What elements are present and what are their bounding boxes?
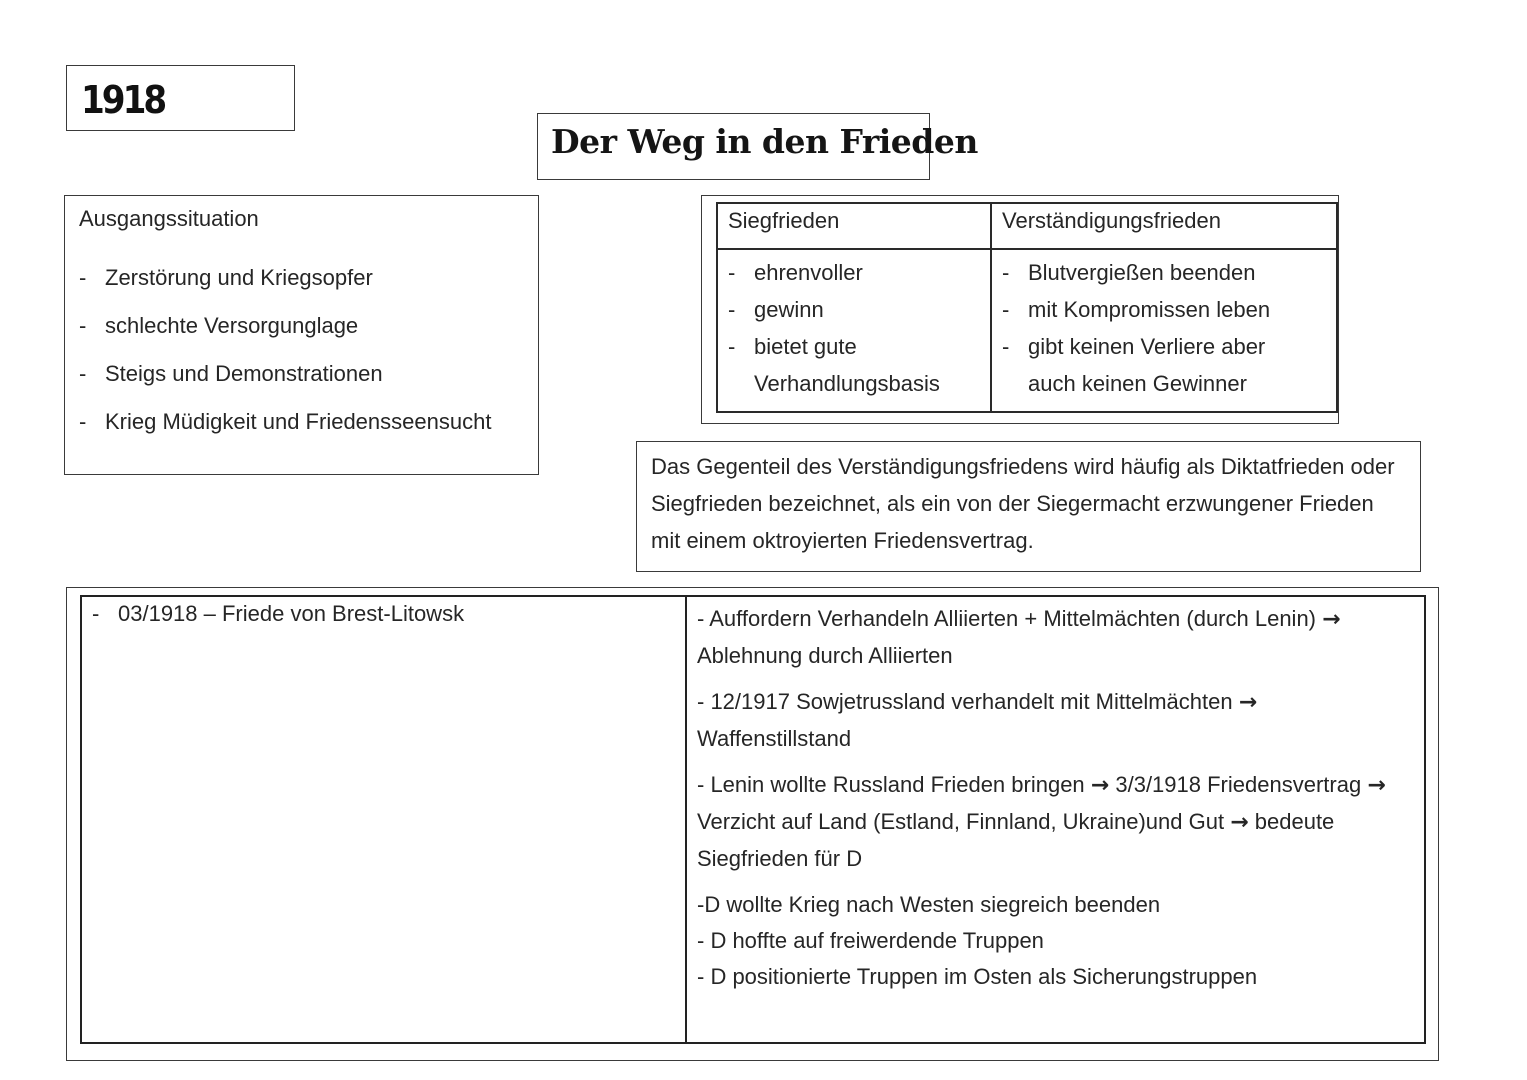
brest-event: - 03/1918 – Friede von Brest-Litowsk	[92, 601, 465, 626]
column-header-siegfrieden: Siegfrieden	[717, 203, 991, 249]
brest-table	[80, 595, 1426, 1044]
list-item: - Steigs und Demonstrationen	[79, 350, 491, 398]
brest-paragraph: - 12/1917 Sowjetrussland verhandelt mit Mittelmächten → Waffenstillstand	[697, 689, 1258, 751]
year-box	[66, 65, 295, 131]
year-label: 1918	[81, 78, 165, 122]
situation-heading: Ausgangssituation	[79, 206, 259, 231]
arrow-right-icon: →	[1238, 690, 1258, 715]
brest-paragraph: - Auffordern Verhandeln Alliierten + Mittelmächten (durch Lenin) → Ablehnung durch Alliierten	[697, 606, 1341, 668]
comparison-table	[716, 202, 1338, 413]
brest-details-cell	[686, 596, 1425, 1043]
title-box	[537, 113, 978, 180]
comparison-box	[701, 195, 1339, 424]
dash-bullet: -	[79, 361, 87, 386]
brest-paragraph: -D wollte Krieg nach Westen siegreich beenden	[697, 892, 1161, 917]
situation-box	[64, 195, 539, 475]
arrow-right-icon: →	[1367, 773, 1386, 798]
arrow-right-icon: →	[1322, 607, 1341, 632]
list-item: - Krieg Müdigkeit und Friedensseensucht	[79, 398, 491, 446]
list-item: - mit Kompromissen leben	[1002, 297, 1271, 322]
arrow-right-icon: →	[1230, 810, 1249, 835]
column-header-verstaendigungsfrieden: Verständigungsfrieden	[991, 203, 1337, 249]
list-item: - bietet gute Verhandlungsbasis	[728, 334, 940, 396]
list-item: - gibt keinen Verliere aber auch keinen Gewinner	[1002, 334, 1266, 396]
list-item: - gewinn	[728, 297, 824, 322]
brest-paragraph: - Lenin wollte Russland Frieden bringen → 3/3/1918 Friedensvertrag → Verzicht auf Land (Estland, Finnland, Ukraine)und Gut → bedeute Siegfrieden für D	[697, 772, 1386, 871]
dash-bullet: -	[79, 265, 87, 290]
siegfrieden-cell	[717, 249, 991, 412]
list-item: - schlechte Versorgunglage	[79, 302, 491, 350]
list-item: - Blutvergießen beenden	[1002, 260, 1256, 285]
brest-section	[66, 587, 1439, 1061]
page-title: Der Weg in den Frieden	[551, 122, 978, 161]
dash-bullet: -	[79, 313, 87, 338]
brest-paragraph: - D hoffte auf freiwerdende Truppen	[697, 928, 1044, 953]
situation-list	[79, 254, 491, 446]
list-item: - Zerstörung und Kriegsopfer	[79, 254, 491, 302]
brest-paragraph: - D positionierte Truppen im Osten als Sicherungstruppen	[697, 964, 1258, 989]
list-item: - ehrenvoller	[728, 260, 863, 285]
verstaendigungsfrieden-cell	[991, 249, 1337, 412]
definition-text: Das Gegenteil des Verständigungsfriedens wird häufig als Diktatfrieden oder Siegfrieden bezeichnet, als ein von der Siegermacht erzwungener Frieden mit einem oktroyierten Friedensvertrag.	[651, 454, 1395, 553]
arrow-right-icon: →	[1090, 773, 1110, 798]
dash-bullet: -	[79, 409, 87, 434]
definition-box	[636, 441, 1421, 572]
brest-event-cell	[81, 596, 686, 1043]
